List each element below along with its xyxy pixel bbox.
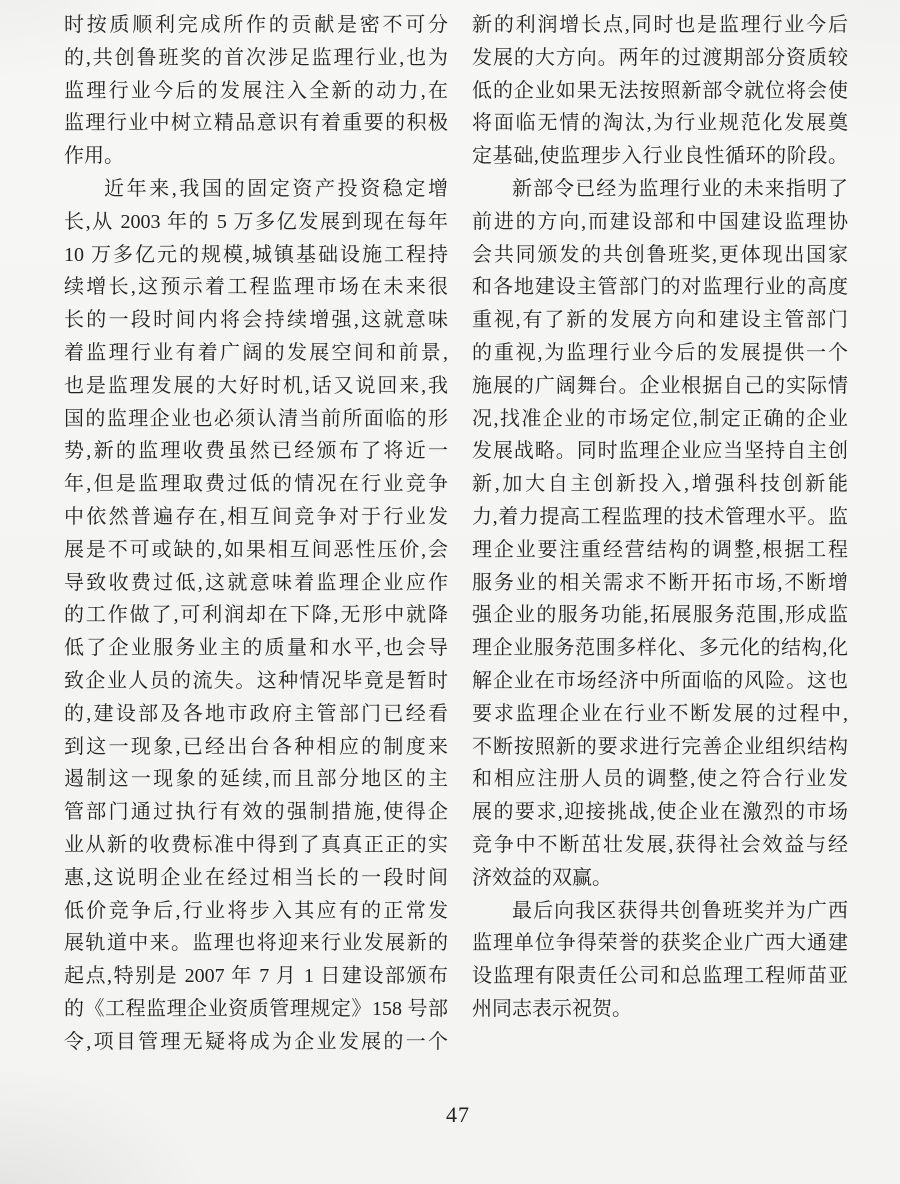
text-line: 理企业服务范围多样化、多元化的结构,化 (472, 637, 848, 660)
text-line: 设监理有限责任公司和总监理工程师苗亚 (472, 965, 848, 988)
text-line: 中依然普遍存在,相互间竞争对于行业发 (64, 505, 448, 528)
text-line: 济效益的双赢。 (472, 866, 612, 889)
text-line: 前进的方向,而建设部和中国建设监理协 (472, 210, 848, 233)
text-line: 着监理行业有着广阔的发展空间和前景, (64, 341, 448, 364)
text-line: 也是监理发展的大好时机,话又说回来,我 (64, 374, 448, 397)
text-line: 续增长,这预示着工程监理市场在未来很 (64, 276, 448, 299)
text-line: 势,新的监理收费虽然已经颁布了将近一 (64, 440, 448, 463)
text-line: 定基础,使监理步入行业良性循环的阶段。 (472, 145, 848, 168)
text-line: 致企业人员的流失。这种情况毕竟是暂时 (64, 669, 448, 692)
left-text-column (64, 9, 448, 1059)
text-line: 最后向我区获得共创鲁班奖并为广西 (512, 899, 848, 922)
text-line: 展是不可或缺的,如果相互间恶性压价,会 (64, 538, 448, 561)
text-line: 新,加大自主创新投入,增强科技创新能 (472, 473, 848, 496)
text-line: 要求监理企业在行业不断发展的过程中, (472, 702, 848, 725)
text-line: 惠,这说明企业在经过相当长的一段时间 (64, 866, 448, 889)
text-line: 展轨道中来。监理也将迎来行业发展新的 (64, 932, 448, 955)
text-line: 理企业要注重经营结构的调整,根据工程 (472, 538, 848, 561)
text-line: 和相应注册人员的调整,使之符合行业发 (472, 768, 848, 791)
text-line: 长的一段时间内将会持续增强,这就意味 (64, 309, 448, 332)
text-line: 新的利润增长点,同时也是监理行业今后 (472, 14, 848, 36)
text-line: 州同志表示祝贺。 (472, 997, 632, 1020)
text-line: 导致收费过低,这就意味着监理企业应作 (64, 571, 448, 594)
text-line: 新部令已经为监理行业的未来指明了 (512, 177, 848, 200)
text-line: 将面临无情的淘汰,为行业规范化发展奠 (472, 112, 848, 135)
text-line: 发展的大方向。两年的过渡期部分资质较 (472, 46, 848, 69)
text-line: 和各地建设主管部门的对监理行业的高度 (472, 276, 848, 299)
text-line: 解企业在市场经济中所面临的风险。这也 (472, 669, 848, 692)
text-line: 重视,有了新的发展方向和建设主管部门 (472, 309, 848, 332)
text-line: 的《工程监理企业资质管理规定》158 号部 (64, 997, 448, 1020)
text-line: 发展战略。同时监理企业应当坚持自主创 (472, 440, 848, 463)
text-line: 业从新的收费标准中得到了真真正正的实 (64, 833, 448, 856)
text-line: 低了企业服务业主的质量和水平,也会导 (64, 637, 448, 660)
text-line: 况,找准企业的市场定位,制定正确的企业 (472, 407, 848, 430)
text-line: 遏制这一现象的延续,而且部分地区的主 (64, 768, 448, 791)
text-line: 起点,特别是 2007 年 7 月 1 日建设部颁布 (64, 965, 448, 988)
right-text-column (472, 9, 848, 1026)
text-line: 近年来,我国的固定资产投资稳定增 (104, 177, 448, 200)
text-line: 管部门通过执行有效的强制措施,使得企 (64, 801, 448, 824)
text-line: 作用。 (64, 145, 124, 168)
text-line: 会共同颁发的共创鲁班奖,更体现出国家 (472, 243, 848, 266)
text-line: 监理单位争得荣誉的获奖企业广西大通建 (472, 932, 848, 955)
text-line: 展的要求,迎接挑战,使企业在激烈的市场 (472, 801, 848, 824)
text-line: 监理行业中树立精品意识有着重要的积极 (64, 112, 448, 135)
text-line: 竞争中不断茁壮发展,获得社会效益与经 (472, 833, 848, 856)
text-line: 国的监理企业也必须认清当前所面临的形 (64, 407, 448, 430)
text-line: 服务业的相关需求不断开拓市场,不断增 (472, 571, 848, 594)
text-line: 不断按照新的要求进行完善企业组织结构 (472, 735, 848, 758)
text-line: 的,共创鲁班奖的首次涉足监理行业,也为 (64, 46, 448, 69)
text-line: 令,项目管理无疑将成为企业发展的一个 (64, 1030, 448, 1053)
text-line: 施展的广阔舞台。企业根据自己的实际情 (472, 374, 848, 397)
text-line: 监理行业今后的发展注入全新的动力,在 (64, 79, 448, 102)
text-line: 强企业的服务功能,拓展服务范围,形成监 (472, 604, 848, 627)
text-line: 10 万多亿元的规模,城镇基础设施工程持 (64, 243, 448, 266)
text-line: 长,从 2003 年的 5 万多亿发展到现在每年 (64, 210, 448, 233)
text-line: 的重视,为监理行业今后的发展提供一个 (472, 341, 848, 364)
text-line: 低的企业如果无法按照新部令就位将会使 (472, 79, 848, 102)
text-line: 到这一现象,已经出台各种相应的制度来 (64, 735, 448, 758)
text-line: 力,着力提高工程监理的技术管理水平。监 (472, 505, 848, 528)
text-line: 低价竞争后,行业将步入其应有的正常发 (64, 899, 448, 922)
text-line: 年,但是监理取费过低的情况在行业竞争 (64, 473, 448, 496)
text-line: 的工作做了,可利润却在下降,无形中就降 (64, 604, 448, 627)
page-number: 47 (446, 1102, 470, 1127)
text-line: 时按质顺利完成所作的贡献是密不可分 (64, 14, 448, 36)
text-line: 的,建设部及各地市政府主管部门已经看 (64, 702, 448, 725)
